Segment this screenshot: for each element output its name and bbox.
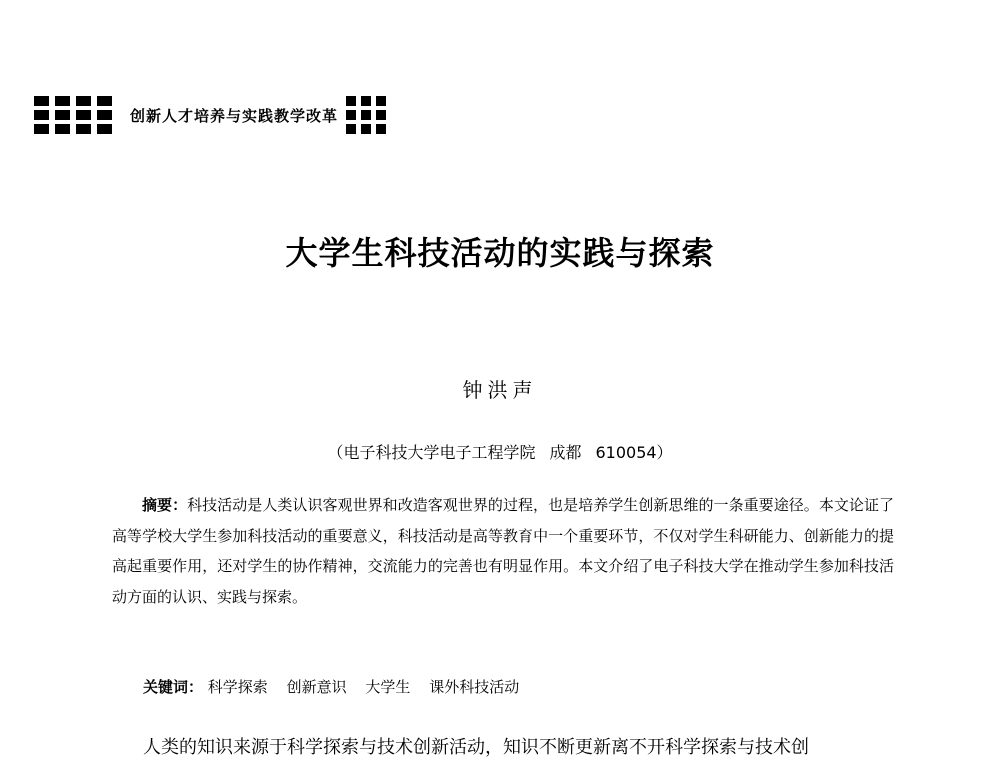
body-paragraph: 人类的知识来源于科学探索与技术创新活动，知识不断更新离不开科学探索与技术创 xyxy=(143,737,809,758)
affiliation-city: 成都 xyxy=(549,443,582,462)
affiliation-postcode: 610054 xyxy=(595,443,657,462)
affiliation-institution: 电子科技大学电子工程学院 xyxy=(343,443,536,462)
affiliation-close: ） xyxy=(656,443,673,462)
decorative-blocks-left xyxy=(34,96,112,134)
affiliation xyxy=(0,440,1000,463)
abstract xyxy=(112,490,894,612)
keyword-item: 科学探索 xyxy=(207,678,268,696)
decorative-blocks-right xyxy=(346,96,386,134)
keyword-item: 大学生 xyxy=(365,678,411,696)
paper-title: 大学生科技活动的实践与探索 xyxy=(285,234,715,272)
keywords-label: 关键词： xyxy=(143,678,204,696)
section-label: 创新人才培养与实践教学改革 xyxy=(130,106,339,125)
abstract-label: 摘要： xyxy=(142,496,188,514)
paper-author: 钟洪声 xyxy=(462,378,538,402)
affiliation-open: （ xyxy=(327,443,344,462)
keywords xyxy=(143,676,533,697)
section-header xyxy=(34,94,386,136)
keyword-item: 课外科技活动 xyxy=(429,678,520,696)
keyword-item: 创新意识 xyxy=(286,678,347,696)
abstract-text: 科技活动是人类认识客观世界和改造客观世界的过程，也是培养学生创新思维的一条重要途径。本文论证了高等学校大学生参加科技活动的重要意义，科技活动是高等教育中一个重要环节，不仅对学生科研能力、创新能力的提高起重要作用，还对学生的协作精神，交流能力的完善也有明显作用。本文介绍了电子科技大学在推动学生参加科技活动方面的认识、实践与探索。 xyxy=(112,496,894,606)
